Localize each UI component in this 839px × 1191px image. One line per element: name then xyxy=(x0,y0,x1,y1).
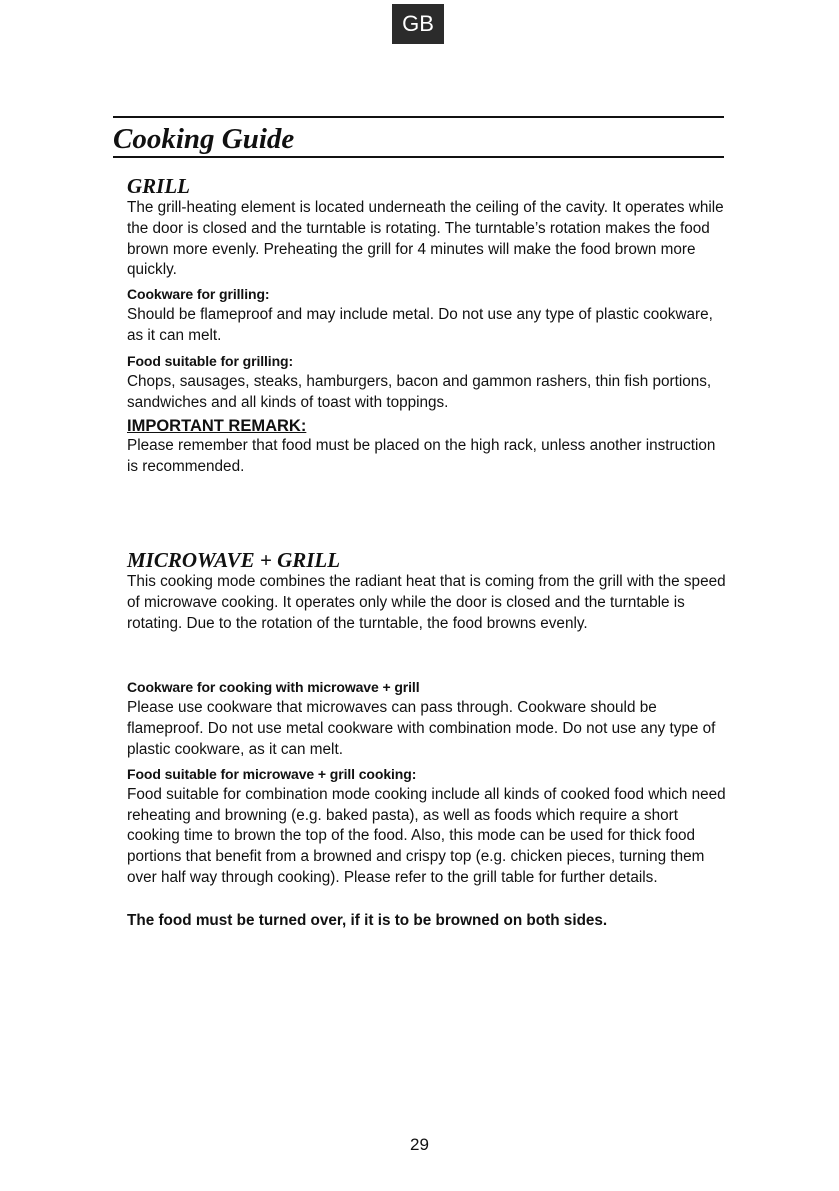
microwave-grill-heading: MICROWAVE + GRILL xyxy=(127,548,341,572)
grill-section xyxy=(127,174,727,478)
grill-food-heading: Food suitable for grilling: xyxy=(127,352,294,369)
title-top-rule xyxy=(113,116,724,118)
combo-cookware-text: Please use cookware that microwaves can pass through. Cookware should be flameproof. Do not use metal cookware with combination mode. Do not use any type of plastic cookware, as it can melt. xyxy=(127,699,716,758)
language-badge: GB xyxy=(392,4,444,44)
grill-intro: The grill-heating element is located underneath the ceiling of the cavity. It operates while the door is closed and the turntable is rotating. The turntable’s rotation makes the food brown more evenly. Preheating the grill for 4 minutes will make the food brown more quickly. xyxy=(127,199,724,279)
combo-food-text: Food suitable for combination mode cooking include all kinds of cooked food which need reheating and browning (e.g. baked pasta), as well as foods which require a short cooking time to brown the top of the food. Also, this mode can be used for thick food portions that benefit from a browned and crispy top (e.g. chicken pieces, turning them over half way through cooking). Please refer to the grill table for further details. xyxy=(127,785,726,886)
microwave-grill-section xyxy=(127,548,727,931)
page-number: 29 xyxy=(410,1135,429,1154)
turn-over-note: The food must be turned over, if it is to be browned on both sides. xyxy=(127,911,608,929)
title-bottom-rule xyxy=(113,156,724,158)
combo-food-heading: Food suitable for microwave + grill cooking: xyxy=(127,765,417,782)
grill-heading: GRILL xyxy=(127,174,190,198)
important-remark-text: Please remember that food must be placed on the high rack, unless another instruction is recommended. xyxy=(127,437,716,476)
grill-cookware-heading: Cookware for grilling: xyxy=(127,286,270,303)
important-remark-heading: IMPORTANT REMARK: xyxy=(127,417,307,436)
grill-food-text: Chops, sausages, steaks, hamburgers, bacon and gammon rashers, thin fish portions, sandwiches and all kinds of toast with toppings. xyxy=(127,372,712,411)
page-title: Cooking Guide xyxy=(113,123,295,155)
grill-cookware-text: Should be flameproof and may include metal. Do not use any type of plastic cookware, as it can melt. xyxy=(127,306,713,344)
combo-cookware-heading: Cookware for cooking with microwave + grill xyxy=(127,679,420,696)
microwave-grill-intro: This cooking mode combines the radiant heat that is coming from the grill with the speed of microwave cooking. It operates only while the door is closed and the turntable is rotating. Due to the rotation of the turntable, the food browns evenly. xyxy=(127,573,726,632)
